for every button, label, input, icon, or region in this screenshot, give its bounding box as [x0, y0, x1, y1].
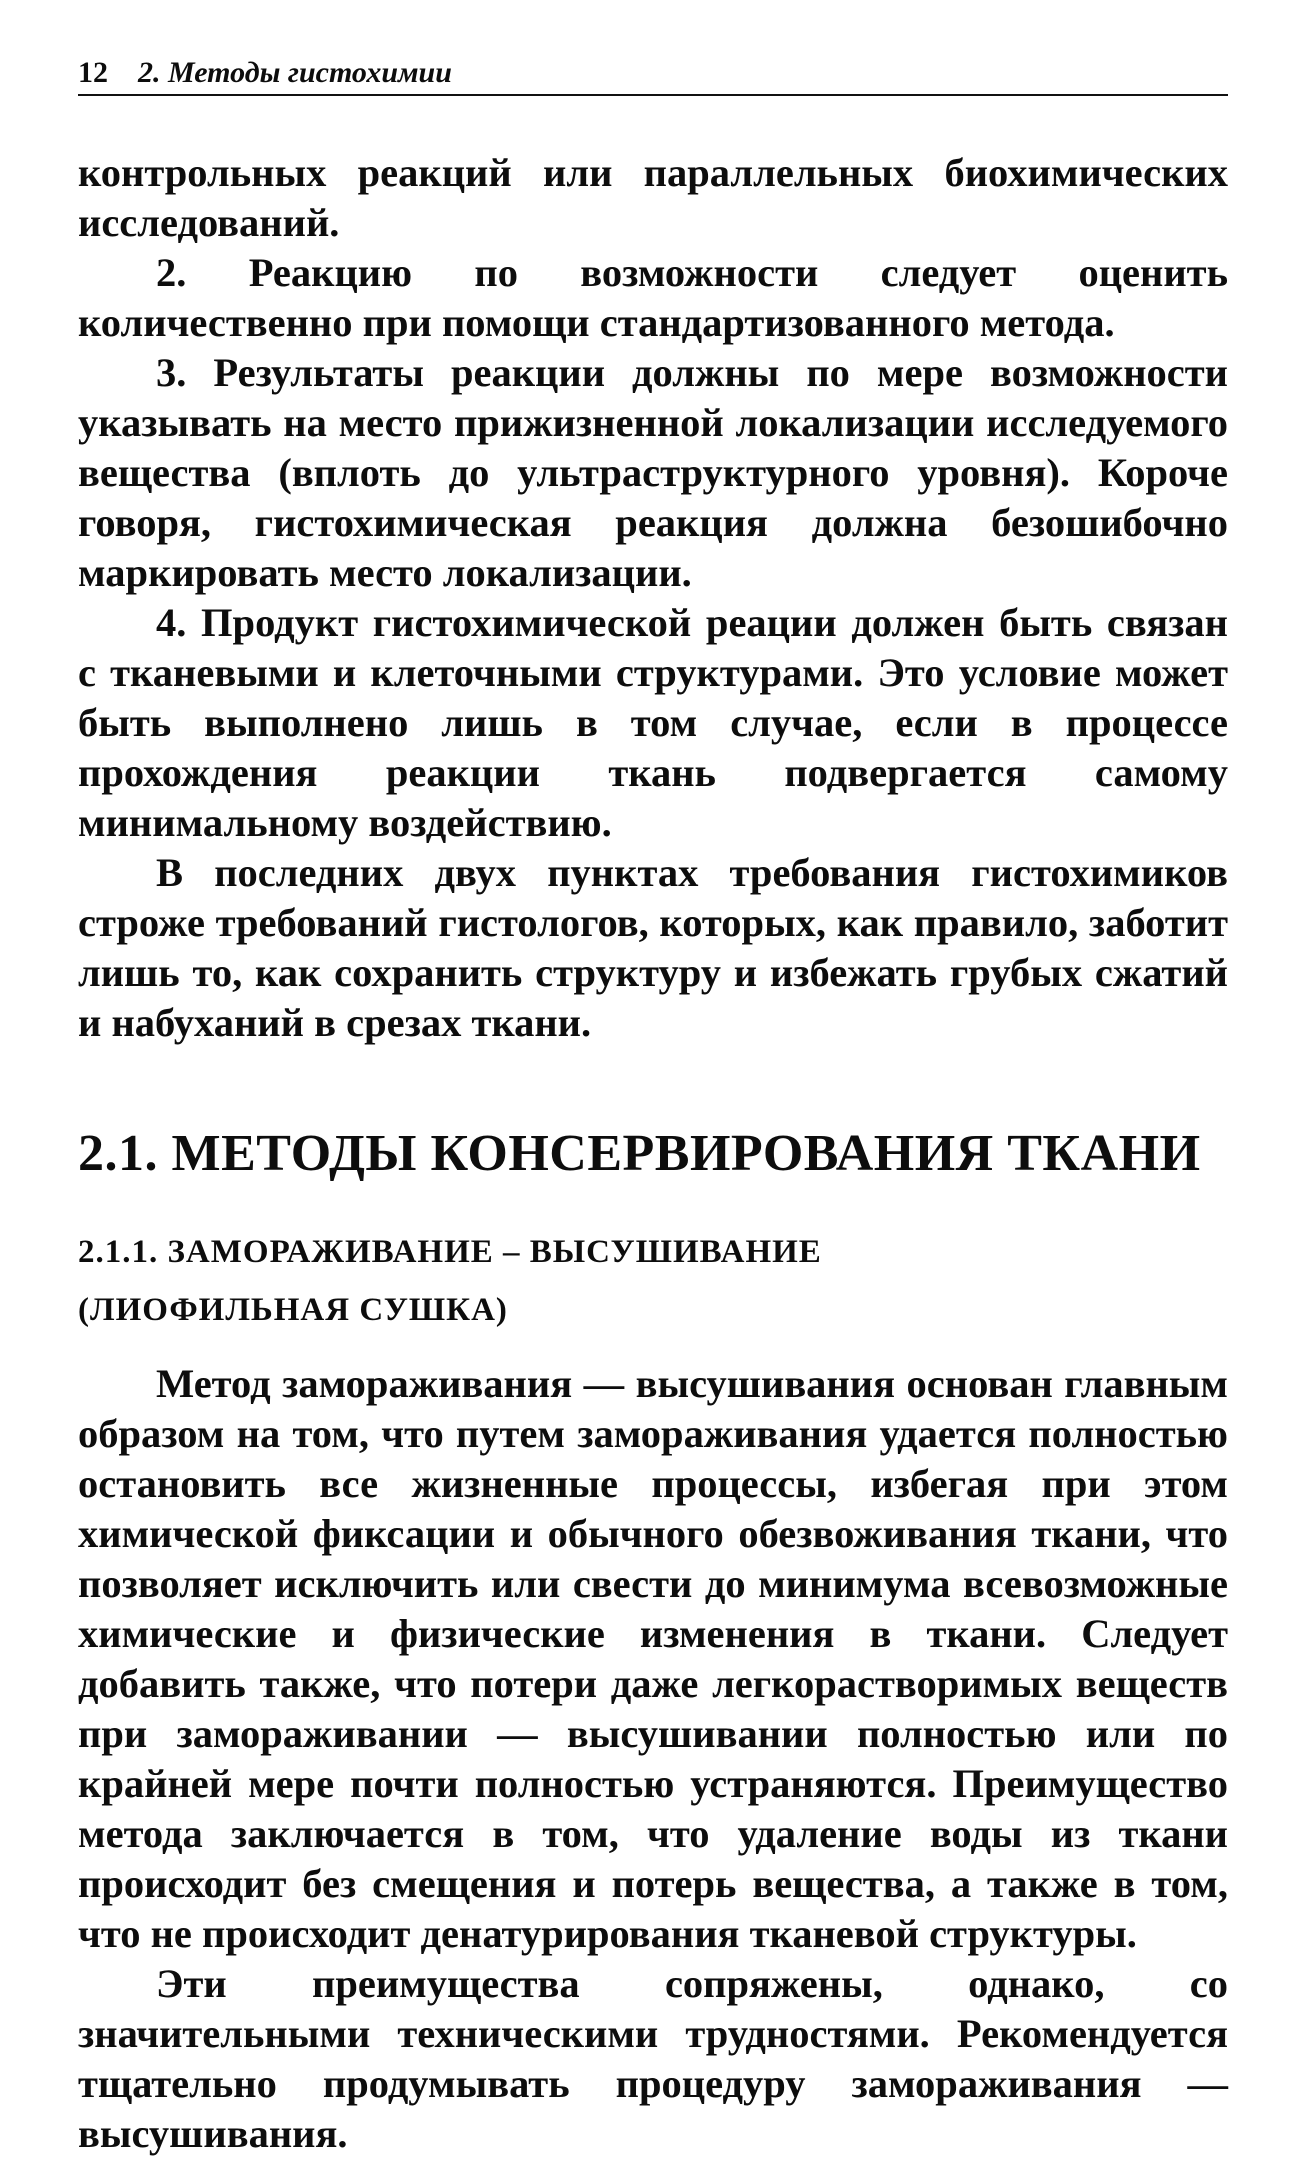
book-page	[78, 56, 1228, 2159]
paragraph: контрольных реакций или параллельных биохимических исследований.	[78, 150, 1228, 245]
subsection-heading	[78, 1223, 1228, 1339]
chapter-title: 2. Методы гистохимии	[138, 56, 452, 89]
section-heading: 2.1. МЕТОДЫ КОНСЕРВИРОВАНИЯ ТКАНИ	[78, 1125, 1201, 1182]
subsection-heading-line: (ЛИОФИЛЬНАЯ СУШКА)	[78, 1292, 508, 1328]
intro-text	[78, 148, 1228, 1048]
paragraph: Метод замораживания — высушивания основан главным образом на том, что путем замораживания удается полностью остановить все жизненные процессы, избегая при этом химической фиксации и обычного обезвоживания ткани, что позволяет исключить или свести до минимума всевозможные химические и физические изменения в ткани. Следует добавить также, что потери даже легкорастворимых веществ при замораживании — высушивании полностью или по крайней мере почти полностью устраняются. Преимущество метода заключается в том, что удаление воды из ткани происходит без смещения и потерь вещества, а также в том, что не происходит денатурирования тканевой структуры.	[78, 1361, 1228, 1956]
paragraph: 3. Результаты реакции должны по мере возможности указывать на место прижизненной локализации исследуемого вещества (вплоть до ультраструктурного уровня). Короче говоря, гистохимическая реакция должна безошибочно маркировать место локализации.	[78, 350, 1228, 595]
page-number: 12	[78, 56, 108, 89]
paragraph: 2. Реакцию по возможности следует оценить количественно при помощи стандартизованного метода.	[78, 250, 1228, 345]
paragraph: 4. Продукт гистохимической реации должен быть связан с тканевыми и клеточными структурами. Это условие может быть выполнено лишь в том случае, если в процессе прохождения реакции ткань подвергается самому минимальному воздействию.	[78, 600, 1228, 845]
running-head	[78, 56, 1228, 96]
subsection-text	[78, 1359, 1228, 2159]
paragraph: В последних двух пунктах требования гистохимиков строже требований гистологов, которых, как правило, заботит лишь то, как сохранить структуру и избежать грубых сжатий и набуханий в срезах ткани.	[78, 850, 1228, 1045]
subsection-heading-line: 2.1.1. ЗАМОРАЖИВАНИЕ – ВЫСУШИВАНИЕ	[78, 1234, 822, 1270]
paragraph: Эти преимущества сопряжены, однако, со значительными техническими трудностями. Рекомендуется тщательно продумывать процедуру замораживания — высушивания.	[78, 1961, 1228, 2156]
